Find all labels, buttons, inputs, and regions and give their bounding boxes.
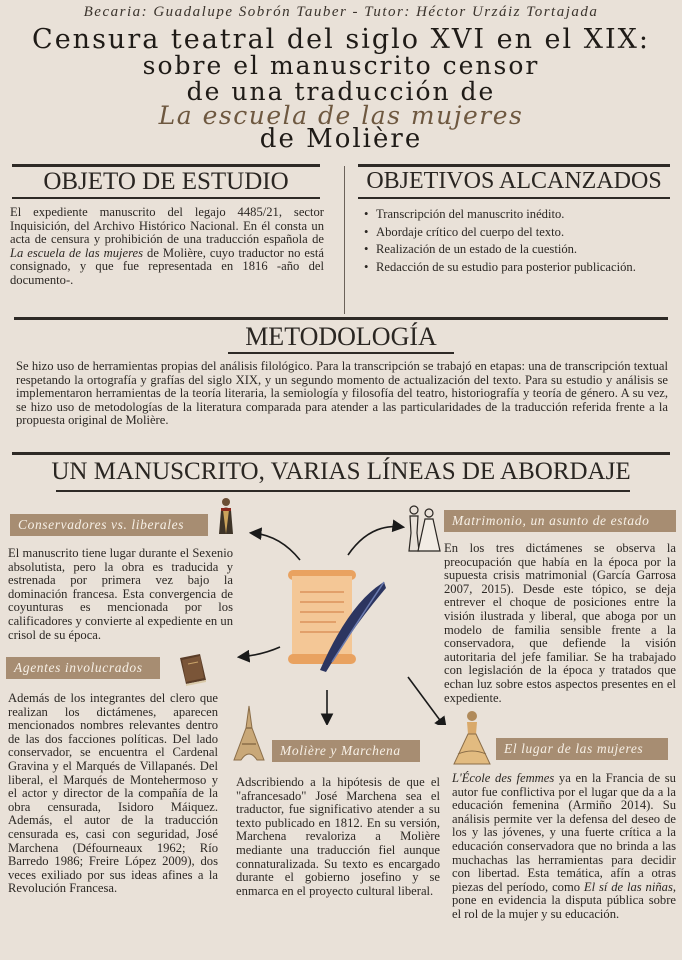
banner-matrimonio: Matrimonio, un asunto de estado	[444, 510, 676, 532]
objetivos-list	[362, 206, 668, 276]
banner-moliere: Molière y Marchena	[272, 740, 420, 762]
title-line-4: La escuela de las mujeres	[158, 101, 524, 130]
manuscrito-heading: UN MANUSCRITO, VARIAS LÍNEAS DE ABORDAJE	[51, 458, 631, 485]
objetivos-heading: OBJETIVOS ALCANZADOS	[366, 168, 662, 194]
objetivo-item: • Realización de un estado de la cuestión.	[362, 241, 668, 259]
divider-objetivos-top	[358, 164, 670, 167]
moliere-text: Adscribiendo a la hipótesis de que el "afrancesado" José Marchena sea el traductor, fue significativo atender a su texto publicado en 1812. En su versión, Marchena revaloriza a Molière mediante una traducción fiel aunque connaturalizada. Su texto es encargado durante el gobierno josefino y se enmarca en el proyecto cultural liberal.	[236, 775, 440, 898]
objetivo-item: • Redacción de su estudio para posterior publicación.	[362, 259, 668, 277]
banner-conservadores: Conservadores vs. liberales	[10, 514, 208, 536]
matrimonio-text: En los tres dictámenes se observa la preocupación que había en la época por la supuesta crisis matrimonial (García Garrosa 2007, 2015). Desde este tópico, se deja entrever el choque de posiciones entre la visión ilustrada y liberal, que aboga por un modelo de familia sensible frente a la conservadora, que defiende la visión autoritaria del jefe familiar. Se ha trabajado con legislación de la época y tratados que echan luz sobre estos aspectos presentes en el expediente.	[444, 541, 676, 705]
mujeres-text: L'École des femmes ya en la Francia de su autor fue conflictiva por el lugar que da a la educación femenina (Armiño 2014). Su análisis permite ver la defensa del deseo de los y las jóvenes, y una fuerte crítica a la educación conservadora que no brinda a las muchachas las herramientas para decidir con libertad. Esta temática, afín a otras piezas del período, como El sí de las niñas, pone en evidencia la disputa pública sobre el rol de la mujer y su educación.	[452, 771, 677, 921]
metodologia-text: Se hizo uso de herramientas propias del análisis filológico. Para la transcripción se trabajó en etapas: una de transcripción textual respetando la ortografía y grafías del siglo XIX, y un segundo momento de actualización del texto. Para su estudio y análisis se implementaron herramientas de la teoría literaria, la semiología y filosofía del teatro, historiografía y teoría de género. A su vez, se hizo uso de metodologías de la literatura comparada para atender a las particularidades de la traducción referida frente a la propuesta original de Molière.	[16, 359, 668, 428]
banner-agentes: Agentes involucrados	[6, 657, 160, 679]
divider-objeto-bottom	[12, 197, 320, 199]
title-line-3: de una traducción de	[186, 77, 496, 106]
objetivo-item: • Abordaje crítico del cuerpo del texto.	[362, 224, 668, 242]
title-line-2: sobre el manuscrito censor	[142, 51, 540, 80]
metodologia-heading: METODOLOGÍA	[245, 322, 437, 351]
column-separator	[344, 166, 345, 314]
conservadores-text: El manuscrito tiene lugar durante el Sexenio absolutista, pero la obra es traducida y estrenada por primera vez bajo la dominación francesa. Esta convergencia de coyunturas es mencionada por los calificadores y convierte al expediente en un crisol de su época.	[8, 546, 233, 642]
objetivo-item: • Transcripción del manuscrito inédito.	[362, 206, 668, 224]
lady-figure-icon	[452, 708, 492, 766]
divider-metodologia-top	[14, 317, 668, 320]
divider-manuscrito-under	[56, 490, 630, 492]
arrow-to-matrimonio	[348, 527, 402, 555]
banner-mujeres: El lugar de las mujeres	[496, 738, 668, 760]
title-line-5: de Molière	[259, 124, 423, 154]
divider-manuscrito-top	[12, 452, 670, 455]
objeto-heading: OBJETO DE ESTUDIO	[43, 168, 289, 195]
scroll-quill-icon	[280, 562, 390, 677]
arrow-to-mujeres	[408, 677, 445, 725]
arrow-to-agentes	[240, 647, 280, 657]
divider-metodologia-under	[228, 352, 454, 354]
couple-figures-icon	[402, 503, 442, 553]
eiffel-tower-icon	[232, 704, 266, 762]
objeto-text: El expediente manuscrito del legajo 4485/21, sector Inquisición, del Archivo Histórico Nacional. En él consta un acta de censura y prohibición de una traducción española de La escuela de las mujeres de Molière, cuyo traductor no está consignado, y que fue representada en 1816 -año del documento-.	[10, 205, 324, 287]
authors-line: Becaria: Guadalupe Sobrón Tauber - Tutor: Héctor Urzáiz Tortajada	[83, 4, 599, 20]
agentes-text: Además de los integrantes del clero que realizan los dictámenes, aparecen mencionados nombres relevantes dentro de las dos facciones políticas. Del lado conservador, se encuentra el Cardenal Gravina y el Marqués de Villapanés. Del liberal, el Marqués de Montehermoso y el actor y director de la compañía de la obra censurada, Isidoro Máiquez. Además, el autor de la traducción censurada es, casi con seguridad, José Marchena (Défourneaux 1962; Río Barredo 1986; Freire López 2009), dos veces exiliado por sus ideas afines a la Revolución Francesa.	[8, 691, 218, 896]
title-line-1: Censura teatral del siglo XVI en el XIX:	[32, 24, 650, 55]
book-icon	[174, 650, 212, 688]
arrow-to-conservadores	[252, 533, 300, 560]
divider-objeto-top	[12, 164, 320, 167]
divider-objetivos-bottom	[358, 197, 670, 199]
